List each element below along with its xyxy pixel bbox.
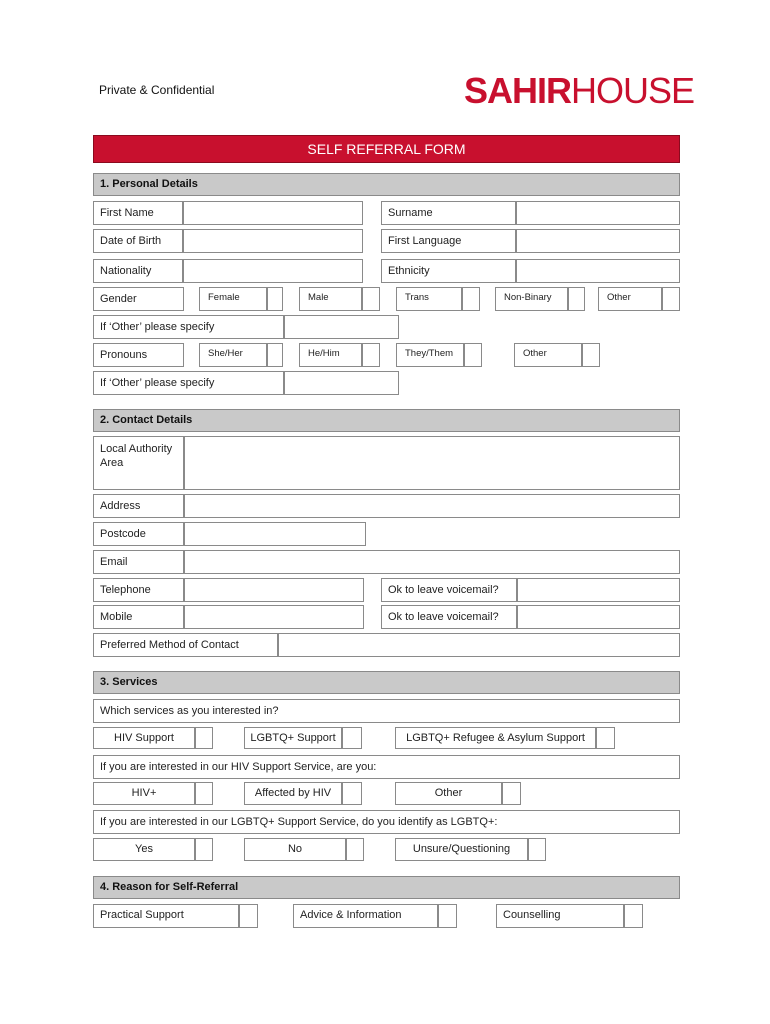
gender-label: Gender xyxy=(93,287,184,311)
dob-label: Date of Birth xyxy=(93,229,183,253)
nationality-field[interactable] xyxy=(183,259,363,283)
form-title: SELF REFERRAL FORM xyxy=(93,135,680,163)
hiv-affected-checkbox[interactable] xyxy=(342,782,362,805)
local-authority-label: Local Authority Area xyxy=(93,436,184,490)
lgbtq-unsure-checkbox[interactable] xyxy=(528,838,546,861)
gender-female-checkbox[interactable] xyxy=(267,287,283,311)
lgbtq-no-checkbox[interactable] xyxy=(346,838,364,861)
pronoun-other-checkbox[interactable] xyxy=(582,343,600,367)
service-option-refugee: LGBTQ+ Refugee & Asylum Support xyxy=(395,727,596,749)
gender-other-specify-label: If ‘Other’ please specify xyxy=(93,315,284,339)
preferred-contact-label: Preferred Method of Contact xyxy=(93,633,278,657)
gender-option-female: Female xyxy=(199,287,267,311)
confidential-label: Private & Confidential xyxy=(99,83,215,97)
telephone-label: Telephone xyxy=(93,578,184,602)
gender-non-binary-checkbox[interactable] xyxy=(568,287,585,311)
hiv-option-positive: HIV+ xyxy=(93,782,195,805)
telephone-field[interactable] xyxy=(184,578,364,602)
address-label: Address xyxy=(93,494,184,518)
hiv-other-checkbox[interactable] xyxy=(502,782,521,805)
service-lgbtq-checkbox[interactable] xyxy=(342,727,362,749)
section-services: 3. Services xyxy=(93,671,680,694)
surname-label: Surname xyxy=(381,201,516,225)
first-language-field[interactable] xyxy=(516,229,680,253)
section-contact-details: 2. Contact Details xyxy=(93,409,680,432)
services-question: Which services as you interested in? xyxy=(93,699,680,723)
pronoun-other-specify-field[interactable] xyxy=(284,371,399,395)
reason-practical-checkbox[interactable] xyxy=(239,904,258,928)
pronoun-they-them-checkbox[interactable] xyxy=(464,343,482,367)
lgbtq-yes-checkbox[interactable] xyxy=(195,838,213,861)
pronoun-he-him-checkbox[interactable] xyxy=(362,343,380,367)
voicemail-mobile-field[interactable] xyxy=(517,605,680,629)
surname-field[interactable] xyxy=(516,201,680,225)
hiv-option-affected: Affected by HIV xyxy=(244,782,342,805)
dob-field[interactable] xyxy=(183,229,363,253)
service-refugee-checkbox[interactable] xyxy=(596,727,615,749)
voicemail-mobile-label: Ok to leave voicemail? xyxy=(381,605,517,629)
preferred-contact-field[interactable] xyxy=(278,633,680,657)
logo-text-light: HOUSE xyxy=(571,70,695,111)
first-name-field[interactable] xyxy=(183,201,363,225)
mobile-field[interactable] xyxy=(184,605,364,629)
voicemail-label: Ok to leave voicemail? xyxy=(381,578,517,602)
postcode-field[interactable] xyxy=(184,522,366,546)
service-option-lgbtq: LGBTQ+ Support xyxy=(244,727,342,749)
reason-option-advice: Advice & Information xyxy=(293,904,438,928)
hiv-service-question: If you are interested in our HIV Support Service, are you: xyxy=(93,755,680,779)
pronoun-option-other: Other xyxy=(514,343,582,367)
logo-text-bold: SAHIR xyxy=(464,70,572,111)
first-name-label: First Name xyxy=(93,201,183,225)
section-personal-details: 1. Personal Details xyxy=(93,173,680,196)
ethnicity-label: Ethnicity xyxy=(381,259,516,283)
nationality-label: Nationality xyxy=(93,259,183,283)
gender-other-checkbox[interactable] xyxy=(662,287,680,311)
local-authority-field[interactable] xyxy=(184,436,680,490)
pronoun-option-she-her: She/Her xyxy=(199,343,267,367)
reason-option-practical: Practical Support xyxy=(93,904,239,928)
mobile-label: Mobile xyxy=(93,605,184,629)
reason-advice-checkbox[interactable] xyxy=(438,904,457,928)
pronoun-option-they-them: They/Them xyxy=(396,343,464,367)
postcode-label: Postcode xyxy=(93,522,184,546)
sahir-house-logo xyxy=(462,70,695,111)
hiv-option-other: Other xyxy=(395,782,502,805)
reason-option-counselling: Counselling xyxy=(496,904,624,928)
voicemail-field[interactable] xyxy=(517,578,680,602)
gender-male-checkbox[interactable] xyxy=(362,287,380,311)
first-language-label: First Language xyxy=(381,229,516,253)
reason-counselling-checkbox[interactable] xyxy=(624,904,643,928)
gender-option-non-binary: Non-Binary xyxy=(495,287,568,311)
pronoun-other-specify-label: If ‘Other’ please specify xyxy=(93,371,284,395)
gender-trans-checkbox[interactable] xyxy=(462,287,480,311)
ethnicity-field[interactable] xyxy=(516,259,680,283)
gender-option-other: Other xyxy=(598,287,662,311)
hiv-positive-checkbox[interactable] xyxy=(195,782,213,805)
pronouns-label: Pronouns xyxy=(93,343,184,367)
gender-option-trans: Trans xyxy=(396,287,462,311)
email-label: Email xyxy=(93,550,184,574)
service-hiv-checkbox[interactable] xyxy=(195,727,213,749)
pronoun-option-he-him: He/Him xyxy=(299,343,362,367)
pronoun-she-her-checkbox[interactable] xyxy=(267,343,283,367)
section-reason-for-referral: 4. Reason for Self-Referral xyxy=(93,876,680,899)
address-field[interactable] xyxy=(184,494,680,518)
lgbtq-option-no: No xyxy=(244,838,346,861)
lgbtq-option-unsure: Unsure/Questioning xyxy=(395,838,528,861)
lgbtq-service-question: If you are interested in our LGBTQ+ Support Service, do you identify as LGBTQ+: xyxy=(93,810,680,834)
gender-option-male: Male xyxy=(299,287,362,311)
email-field[interactable] xyxy=(184,550,680,574)
lgbtq-option-yes: Yes xyxy=(93,838,195,861)
service-option-hiv: HIV Support xyxy=(93,727,195,749)
gender-other-specify-field[interactable] xyxy=(284,315,399,339)
